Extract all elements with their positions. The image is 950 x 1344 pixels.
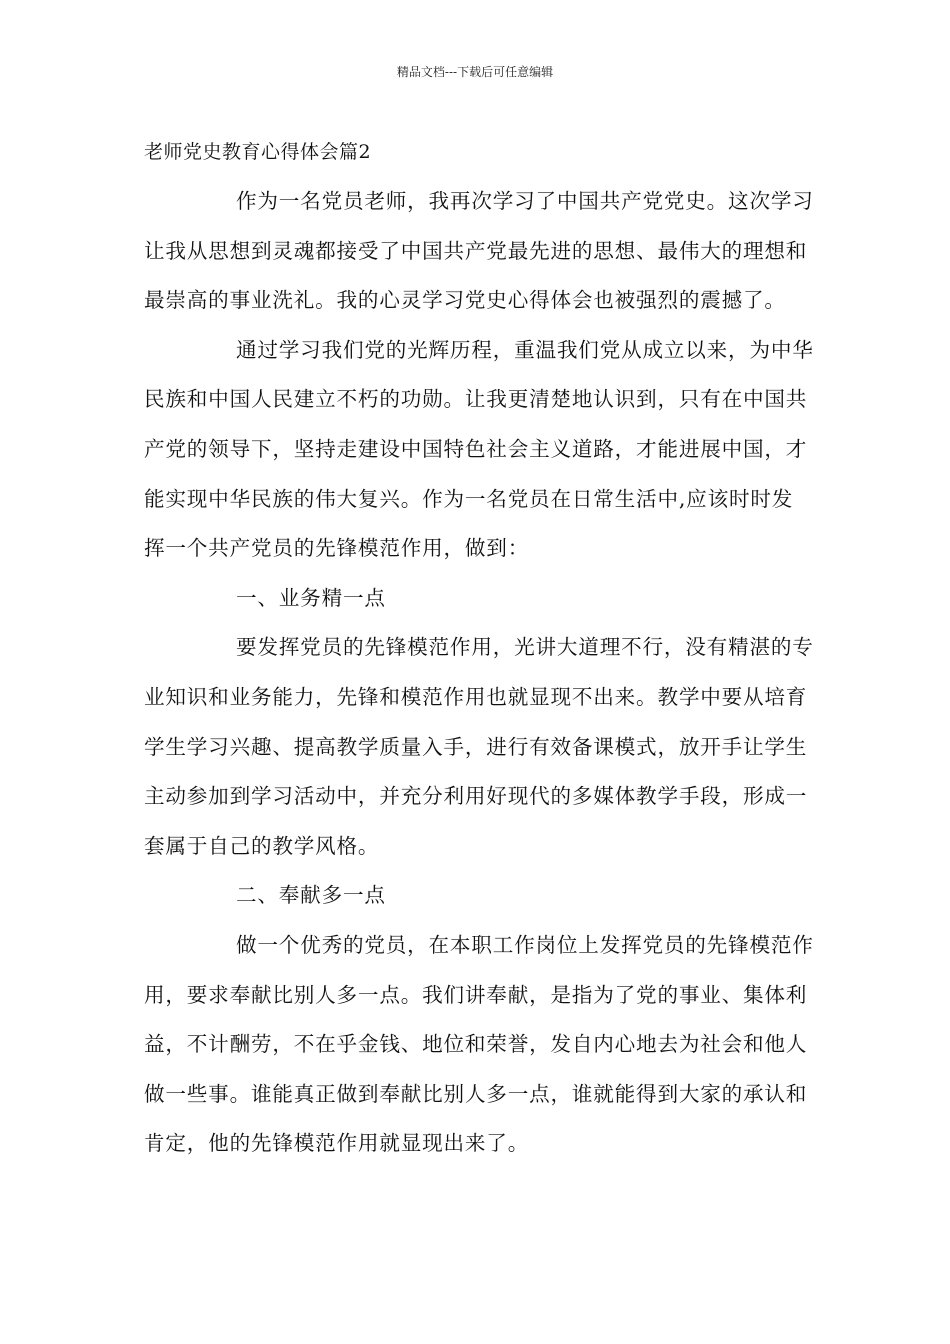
section-heading-business: 一、业务精一点 (236, 585, 386, 610)
paragraph-intro: 作为一名党员老师，我再次学习了中国共产党党史。这次学习让我从思想到灵魂都接受了中国共产党最先进的思想、最伟大的理想和最崇高的事业洗礼。我的心灵学习党史心得体会也被强烈的震撼了。 (144, 189, 814, 313)
paragraph-history: 通过学习我们党的光辉历程，重温我们党从成立以来，为中华民族和中国人民建立不朽的功勋。让我更清楚地认识到，只有在中国共产党的领导下，坚持走建设中国特色社会主义道路，才能进展中国，才能实现中华民族的伟大复兴。作为一名党员在日常生活中,应该时时发挥一个共产党员的先锋模范作用，做到： (144, 337, 814, 561)
paragraph-dedication: 做一个优秀的党员，在本职工作岗位上发挥党员的先锋模范作用，要求奉献比别人多一点。我们讲奉献，是指为了党的事业、集体利益，不计酬劳，不在乎金钱、地位和荣誉，发自内心地去为社会和他人做一些事。谁能真正做到奉献比别人多一点，谁就能得到大家的承认和肯定，他的先锋模范作用就显现出来了。 (144, 932, 814, 1156)
paragraph-business: 要发挥党员的先锋模范作用，光讲大道理不行，没有精湛的专业知识和业务能力，先锋和模范作用也就显现不出来。教学中要从培育学生学习兴趣、提高教学质量入手，进行有效备课模式，放开手让学生主动参加到学习活动中，并充分利用好现代的多媒体教学手段，形成一套属于自己的教学风格。 (144, 635, 814, 858)
page-header: 精品文档---下载后可任意编辑 (396, 65, 554, 79)
document-body (144, 177, 814, 1169)
section-heading-dedication: 二、奉献多一点 (236, 883, 386, 908)
document-title: 老师党史教育心得体会篇2 (144, 141, 372, 163)
